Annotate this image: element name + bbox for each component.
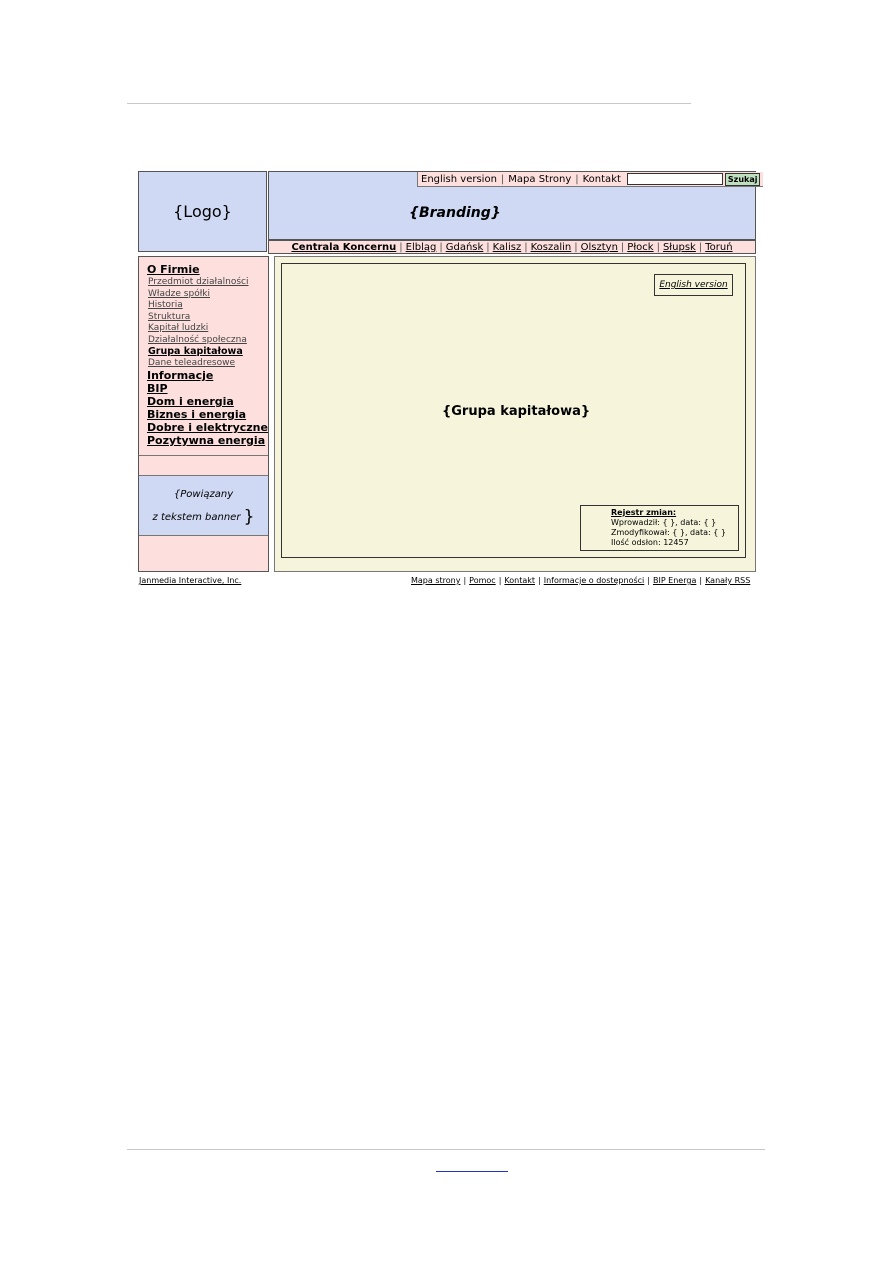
change-log-heading: Rejestr zmian: <box>611 508 677 517</box>
related-banner[interactable] <box>139 476 268 536</box>
footer-link-dostepnosc[interactable]: Informacje o dostępności <box>543 576 645 585</box>
separator: | <box>439 241 443 253</box>
left-sidebar <box>138 256 269 572</box>
submenu-item-kapital[interactable]: Kapitał ludzki <box>148 323 209 333</box>
banner-line-2 <box>139 507 268 527</box>
menu-item-informacje[interactable]: Informacje <box>147 369 214 382</box>
footer-link-bip[interactable]: BIP Energa <box>652 576 697 585</box>
banner-text-1: Powiązany <box>180 489 234 500</box>
change-log-views: Ilość odsłon: 12457 <box>611 538 689 547</box>
page-footer-rule <box>127 1149 765 1150</box>
menu-item-dobre[interactable]: Dobre i elektryczne <box>147 421 268 434</box>
english-version-button[interactable]: English version <box>654 274 733 296</box>
footer-link-mapa[interactable]: Mapa strony <box>411 576 461 585</box>
separator: | <box>574 241 578 253</box>
brace-close: } <box>243 507 255 527</box>
logo-text: {Logo} <box>173 202 232 221</box>
city-link-kalisz[interactable]: Kalisz <box>492 241 522 253</box>
banner-text-2: z tekstem banner <box>152 512 241 523</box>
city-link-plock[interactable]: Płock <box>627 241 654 253</box>
logo-placeholder[interactable] <box>138 171 267 252</box>
top-utility-bar <box>417 172 763 187</box>
submenu-item-dzialalnosc[interactable]: Działalność społeczna <box>148 334 247 345</box>
submenu-item-dane[interactable]: Dane teleadresowe <box>148 357 236 368</box>
separator: | <box>498 576 502 585</box>
page-header-rule <box>127 103 691 104</box>
separator: | <box>699 576 703 585</box>
separator: | <box>575 173 579 185</box>
search-input[interactable] <box>627 173 723 185</box>
footer-link-kontakt[interactable]: Kontakt <box>504 576 536 585</box>
separator: | <box>486 241 490 253</box>
menu-item-dom[interactable]: Dom i energia <box>147 395 234 408</box>
menu-item-o-firmie[interactable]: O Firmie <box>147 263 200 276</box>
main-menu <box>147 263 268 447</box>
submenu-item-wladze[interactable]: Władze spółki <box>148 288 210 299</box>
main-content <box>274 256 756 572</box>
change-log-modified: Zmodyfikował: { }, data: { } <box>611 528 727 537</box>
search-button[interactable]: Szukaj <box>725 173 761 186</box>
menu-item-bip[interactable]: BIP <box>147 382 168 395</box>
city-link-gdansk[interactable]: Gdańsk <box>445 241 484 253</box>
footer-links <box>411 576 750 585</box>
footer-link-pomoc[interactable]: Pomoc <box>469 576 496 585</box>
footer-link-rss[interactable]: Kanały RSS <box>705 576 751 585</box>
separator: | <box>538 576 541 585</box>
submenu-item-struktura[interactable]: Struktura <box>148 311 191 322</box>
contact-link[interactable]: Kontakt <box>582 173 621 185</box>
banner-line-1 <box>139 489 268 500</box>
page-title: {Grupa kapitałowa} <box>442 404 591 419</box>
separator: | <box>620 241 625 253</box>
city-link-central[interactable]: Centrala Koncernu <box>291 241 397 253</box>
city-link-torun[interactable]: Toruń <box>705 241 733 253</box>
city-link-koszalin[interactable]: Koszalin <box>530 241 572 253</box>
submenu-item-przedmiot[interactable]: Przedmiot działalności <box>148 277 249 287</box>
separator: | <box>500 173 505 185</box>
submenu-item-historia[interactable]: Historia <box>148 300 183 310</box>
change-log-box <box>580 505 739 551</box>
change-log-entered: Wprowadził: { }, data: { } <box>611 518 717 527</box>
city-link-elblag[interactable]: Elbląg <box>405 241 437 253</box>
separator: | <box>524 241 528 253</box>
city-navigation <box>268 240 756 254</box>
separator: | <box>656 241 660 253</box>
english-version-link[interactable]: English version <box>421 173 497 185</box>
page-footer-link[interactable] <box>436 1166 508 1172</box>
separator: | <box>698 241 703 253</box>
separator: | <box>399 241 403 253</box>
city-link-slupsk[interactable]: Słupsk <box>662 241 696 253</box>
site-map-link[interactable]: Mapa Strony <box>508 173 572 185</box>
submenu-item-grupa-active[interactable]: Grupa kapitałowa <box>148 346 243 357</box>
content-frame <box>281 263 746 558</box>
separator: | <box>647 576 650 585</box>
branding-text: {Branding} <box>409 205 501 221</box>
menu-item-biznes[interactable]: Biznes i energia <box>147 408 247 421</box>
menu-item-pozytywna[interactable]: Pozytywna energia <box>147 434 266 447</box>
separator: | <box>463 576 467 585</box>
city-link-olsztyn[interactable]: Olsztyn <box>580 241 618 253</box>
brace-open: { <box>173 489 181 500</box>
footer-company-link[interactable]: Janmedia Interactive, Inc. <box>139 576 242 585</box>
divider <box>139 455 268 456</box>
branding-area <box>268 171 756 240</box>
